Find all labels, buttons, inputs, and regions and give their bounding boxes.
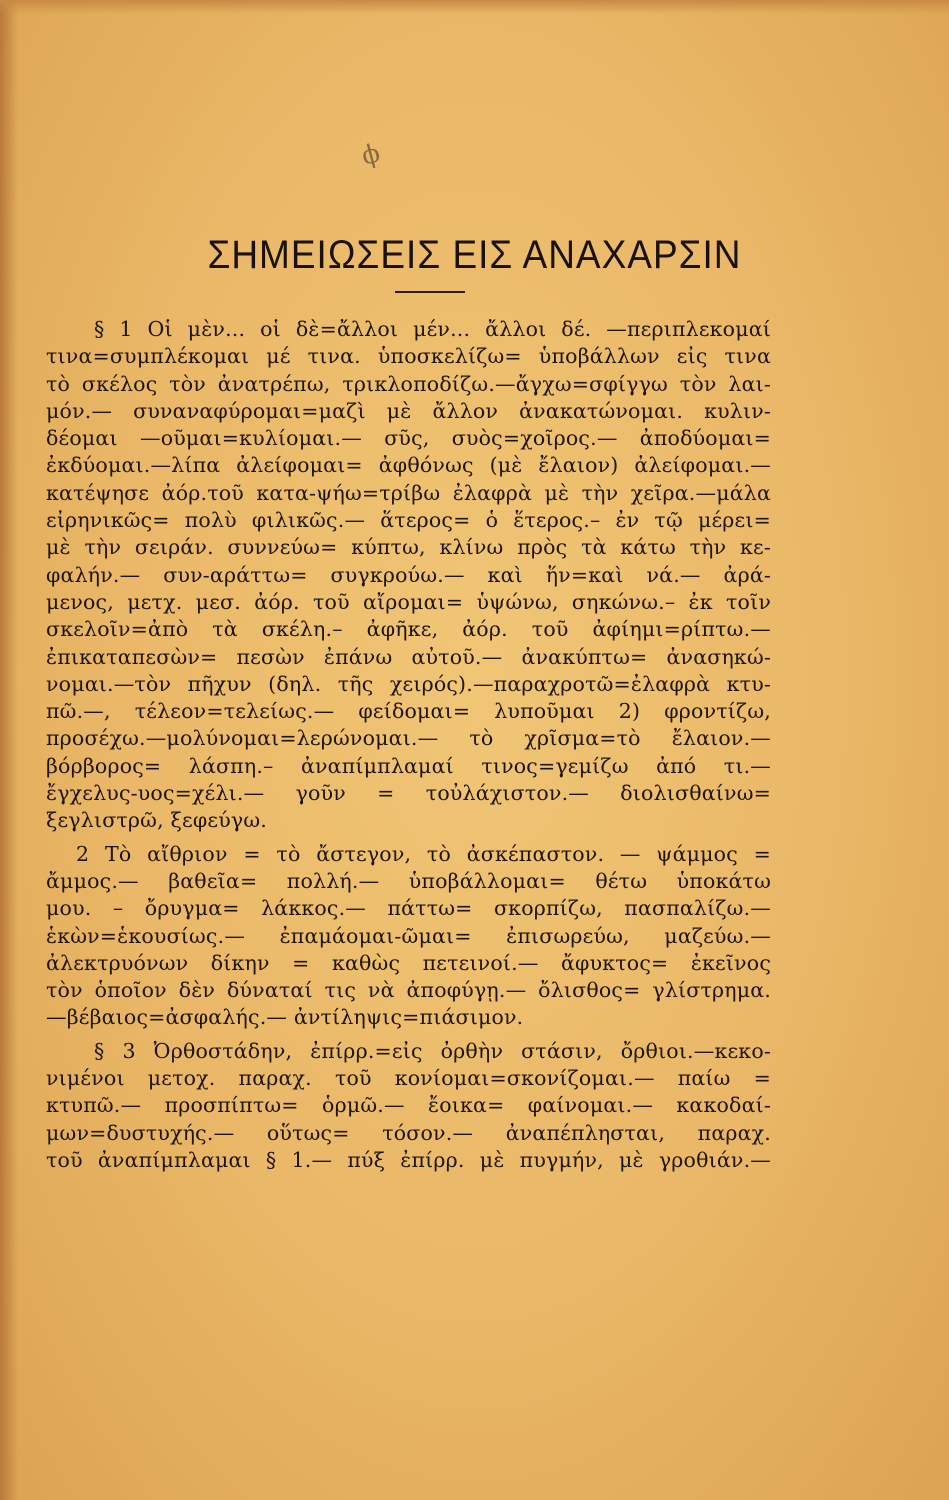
text-line: ἀλεκτρυόνων δίκην = καθὼς πετεινοί.— ἄφυκτος= ἐκεῖνος xyxy=(46,950,771,975)
text-line: ἐπικαταπεσὼν= πεσὼν ἐπάνω αὐτοῦ.— ἀνακύπτω= ἀνασηκώ- xyxy=(46,644,771,669)
text-line: τὸν ὁποῖον δὲν δύναταί τις νὰ ἀποφύγῃ.— ὄλισθος= γλίστρημα. xyxy=(46,978,771,1003)
text-line: μων=δυστυχής.— οὕτως= τόσον.— ἀναπέπλησται, παραχ. xyxy=(46,1120,771,1145)
text-line: δέομαι —οῦμαι=κυλίομαι.— σῦς, συὸς=χοῖρος.— ἀποδύομαι= xyxy=(46,426,771,451)
text-line: —βέβαιος=ἀσφαλής.— ἀντίληψις=πιάσιμον. xyxy=(46,1005,524,1030)
text-line: νομαι.—τὸν πῆχυν (δηλ. τῆς χειρός).—παραχροτῶ=ἐλαφρὰ κτυ- xyxy=(46,671,771,696)
text-line: τὸ σκέλος τὸν ἀνατρέπω, τρικλοποδίζω.—ἄγχω=σφίγγω τὸν λαι- xyxy=(46,371,771,396)
text-line: τοῦ ἀναπίμπλαμαι § 1.— πύξ ἐπίρρ. μὲ πυγμήν, μὲ γροθιάν.— xyxy=(46,1147,771,1172)
text-line: κατέψησε ἀόρ.τοῦ κατα-ψήω=τρίβω ἐλαφρὰ μὲ τὴν χεῖρα.—μάλα xyxy=(46,480,771,505)
text-line: ἔγχελυς-υος=χέλι.— γοῦν = τοὐλάχιστον.— διολισθαίνω= xyxy=(46,781,771,806)
title-rule xyxy=(395,291,465,293)
text-line: μόν.— συναναφύρομαι=μαζὶ μὲ ἄλλον ἀνακατώνομαι. κυλιν- xyxy=(46,398,771,423)
text-line: ξεγλιστρῶ, ξεφεύγω. xyxy=(46,808,267,833)
text-line: § 1 Οἱ μὲν... οἱ δὲ=ἄλλοι μέν... ἄλλοι δέ. —περιπλεκομαί xyxy=(94,317,771,341)
text-line: § 3 Ὀρθοστάδην, ἐπίρρ.=εἰς ὀρθὴν στάσιν, ὄρθιοι.—κεκο- xyxy=(94,1038,771,1063)
text-line: σκελοῖν=ἀπὸ τὰ σκέλη.– ἀφῆκε, ἀόρ. τοῦ ἀφίημι=ρίπτω.— xyxy=(46,617,771,642)
page-top-shadow xyxy=(0,0,949,14)
text-line: προσέχω.—μολύνομαι=λερώνομαι.— τὸ χρῖσμα=τὸ ἔλαιον.— xyxy=(46,726,771,751)
text-line: ἑκὼν=ἑκουσίως.— ἐπαμάομαι-ῶμαι= ἐπισωρεύω, μαζεύω.— xyxy=(46,923,771,948)
text-line: τινα=συμπλέκομαι μέ τινα. ὑποσκελίζω= ὑποβάλλων εἰς τινα xyxy=(46,344,771,369)
text-line: ἐκδύομαι.—λίπα ἀλείφομαι= ἀφθόνως (μὲ ἔλαιον) ἀλείφομαι.— xyxy=(46,453,771,478)
text-line: φαλήν.— συν-αράττω= συγκρούω.— καὶ ἥν=καὶ νά.— ἀρά- xyxy=(46,562,771,587)
text-line: μὲ τὴν σειράν. συννεύω= κύπτω, κλίνω πρὸς τὰ κάτω τὴν κε- xyxy=(46,535,771,560)
text-line: εἰρηνικῶς= πολὺ φιλικῶς.— ἅτερος= ὁ ἕτερος.– ἐν τῷ μέρει= xyxy=(46,508,771,533)
text-line: μου. – ὄρυγμα= λάκκος.— πάττω= σκορπίζω, πασπαλίζω.— xyxy=(46,896,771,921)
text-line: μενος, μετχ. μεσ. ἀόρ. τοῦ αἴρομαι= ὑψώνω, σηκώνω.– ἐκ τοῖν xyxy=(46,589,771,614)
text-line: πῶ.—, τέλεον=τελείως.— φείδομαι= λυποῦμαι 2) φροντίζω, xyxy=(46,699,771,724)
text-line: νιμένοι μετοχ. παραχ. τοῦ κονίομαι=σκονίζομαι.— παίω = xyxy=(46,1066,771,1091)
text-line: 2 Τὸ αἴθριον = τὸ ἄστεγον, τὸ ἀσκέπαστον. — ψάμμος = xyxy=(76,841,771,866)
ornament-mark: ϕ xyxy=(358,138,384,172)
notes-body xyxy=(46,316,771,1174)
text-line: κτυπῶ.— προσπίπτω= ὁρμῶ.— ἔοικα= φαίνομαι.— κακοδαί- xyxy=(46,1093,771,1118)
page-edge-shadow xyxy=(0,0,18,1500)
text-line: ἄμμος.— βαθεῖα= πολλή.— ὑποβάλλομαι= θέτω ὑποκάτω xyxy=(46,868,771,893)
text-line: βόρβορος= λάσπη.– ἀναπίμπλαμαί τινος=γεμίζω ἀπό τι.— xyxy=(46,753,771,778)
page-title: ΣΗΜΕΙΩΣΕΙΣ ΕΙΣ ΑΝΑΧΑΡΣΙΝ xyxy=(207,232,742,277)
